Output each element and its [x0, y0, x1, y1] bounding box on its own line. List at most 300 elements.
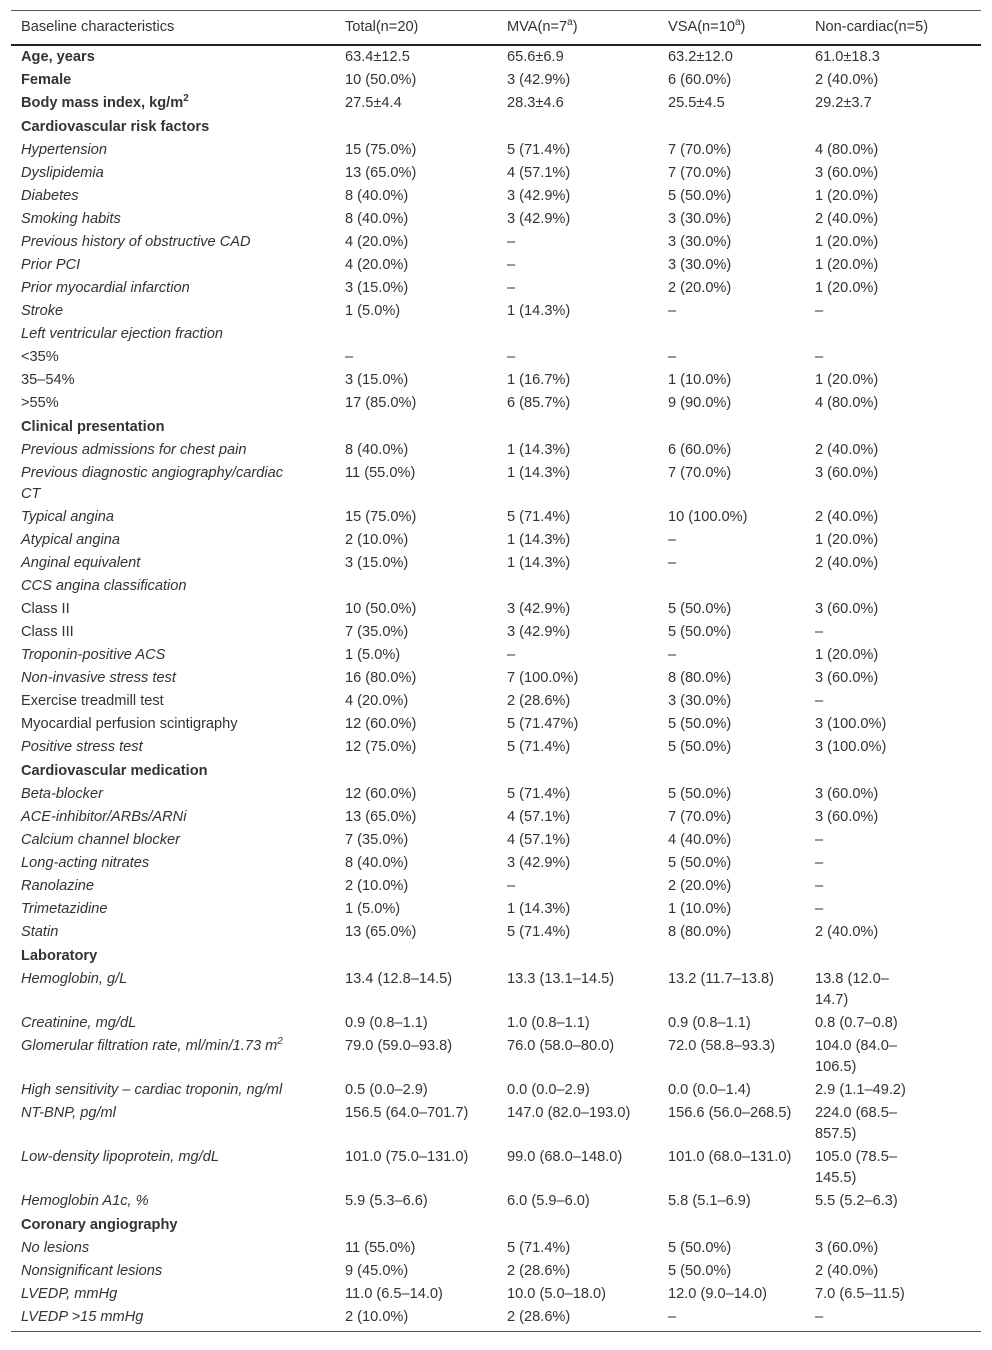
row-label: Positive stress test — [21, 739, 143, 755]
value-cell — [335, 898, 497, 921]
value-cell — [805, 415, 981, 439]
row-label: ACE-inhibitor/ARBs/ARNi — [21, 809, 187, 825]
row-label: Body mass index, kg/m — [21, 95, 184, 111]
header-label: Baseline characteristics — [21, 19, 175, 35]
value-cell — [497, 806, 658, 829]
value-cell — [335, 1102, 497, 1146]
row-label-cell — [11, 208, 335, 231]
cell-value: 104.0 (84.0–106.5) — [815, 1038, 897, 1075]
value-cell — [335, 552, 497, 575]
row-label: Low-density lipoprotein, mg/dL — [21, 1149, 219, 1165]
value-cell — [805, 552, 981, 575]
cell-value: 5 (50.0%) — [668, 716, 732, 732]
row-label-cell — [11, 69, 335, 92]
cell-value: – — [507, 257, 516, 273]
row-label-cell — [11, 829, 335, 852]
cell-value: 12 (60.0%) — [345, 786, 417, 802]
table-row — [11, 300, 981, 323]
value-cell — [805, 783, 981, 806]
value-cell — [658, 1079, 805, 1102]
cell-value: 3 (60.0%) — [815, 809, 879, 825]
cell-value: 5 (50.0%) — [668, 855, 732, 871]
value-cell — [658, 439, 805, 462]
cell-value: 1 (14.3%) — [507, 901, 571, 917]
cell-value: 2 (40.0%) — [815, 555, 879, 571]
table-row — [11, 162, 981, 185]
cell-value: 5 (50.0%) — [668, 601, 732, 617]
value-cell — [335, 529, 497, 552]
value-cell — [335, 369, 497, 392]
value-cell — [335, 621, 497, 644]
row-label-cell — [11, 162, 335, 185]
table-row — [11, 323, 981, 346]
cell-value: 2 (28.6%) — [507, 1263, 571, 1279]
table-row — [11, 1306, 981, 1332]
cell-value: 9 (45.0%) — [345, 1263, 409, 1279]
value-cell — [658, 1146, 805, 1190]
cell-value: 101.0 (68.0–131.0) — [668, 1149, 792, 1165]
value-cell — [335, 736, 497, 759]
row-label: Nonsignificant lesions — [21, 1263, 163, 1279]
value-cell — [805, 1035, 981, 1079]
value-cell — [335, 944, 497, 968]
value-cell — [658, 277, 805, 300]
cell-value: 1 (20.0%) — [815, 280, 879, 296]
row-label: CCS angina classification — [21, 578, 187, 594]
header-total — [335, 11, 497, 46]
cell-value: 6 (85.7%) — [507, 395, 571, 411]
value-cell — [805, 1237, 981, 1260]
value-cell — [658, 667, 805, 690]
value-cell — [658, 1035, 805, 1079]
value-cell — [335, 323, 497, 346]
value-cell — [497, 1012, 658, 1035]
value-cell — [658, 1012, 805, 1035]
value-cell — [497, 1079, 658, 1102]
value-cell — [497, 415, 658, 439]
value-cell — [335, 45, 497, 69]
cell-value: 65.6±6.9 — [507, 49, 564, 65]
value-cell — [497, 1306, 658, 1332]
value-cell — [497, 69, 658, 92]
row-label: 35–54% — [21, 372, 75, 388]
row-label-cell — [11, 806, 335, 829]
row-label-cell — [11, 185, 335, 208]
value-cell — [805, 392, 981, 415]
row-label: LVEDP, mmHg — [21, 1286, 118, 1302]
value-cell — [805, 875, 981, 898]
row-label: <35% — [21, 349, 59, 365]
value-cell — [658, 898, 805, 921]
value-cell — [335, 69, 497, 92]
cell-value: 156.6 (56.0–268.5) — [668, 1105, 792, 1121]
value-cell — [658, 713, 805, 736]
value-cell — [335, 115, 497, 139]
value-cell — [805, 92, 981, 115]
value-cell — [497, 1260, 658, 1283]
value-cell — [335, 1012, 497, 1035]
cell-value: 7 (35.0%) — [345, 832, 409, 848]
value-cell — [658, 852, 805, 875]
row-label: Atypical angina — [21, 532, 120, 548]
row-label-cell — [11, 462, 335, 506]
cell-value: 2 (10.0%) — [345, 1309, 409, 1325]
value-cell — [335, 392, 497, 415]
table-row — [11, 852, 981, 875]
table-row — [11, 1146, 981, 1190]
value-cell — [497, 277, 658, 300]
value-cell — [658, 968, 805, 1012]
cell-value: 3 (30.0%) — [668, 234, 732, 250]
value-cell — [805, 1190, 981, 1213]
value-cell — [805, 829, 981, 852]
cell-value: 3 (100.0%) — [815, 716, 887, 732]
value-cell — [805, 369, 981, 392]
cell-value: 5.9 (5.3–6.6) — [345, 1193, 428, 1209]
row-label: Stroke — [21, 303, 64, 319]
cell-value: 4 (57.1%) — [507, 809, 571, 825]
row-label-cell — [11, 277, 335, 300]
row-label-cell — [11, 898, 335, 921]
row-label: Diabetes — [21, 188, 79, 204]
row-label: Trimetazidine — [21, 901, 108, 917]
cell-value: – — [668, 303, 677, 319]
row-label-cell — [11, 783, 335, 806]
value-cell — [497, 1237, 658, 1260]
table-row — [11, 1190, 981, 1213]
value-cell — [497, 552, 658, 575]
value-cell — [805, 898, 981, 921]
table-row — [11, 45, 981, 69]
cell-value: 0.9 (0.8–1.1) — [345, 1015, 428, 1031]
table-row — [11, 506, 981, 529]
value-cell — [497, 231, 658, 254]
cell-value: 7.0 (6.5–11.5) — [815, 1286, 905, 1302]
section-header-row — [11, 1213, 981, 1237]
value-cell — [805, 529, 981, 552]
table-row — [11, 1035, 981, 1079]
value-cell — [335, 92, 497, 115]
header-label: Non-cardiac(n=5) — [815, 19, 929, 35]
cell-value: 25.5±4.5 — [668, 95, 725, 111]
value-cell — [335, 921, 497, 944]
row-label: Hemoglobin, g/L — [21, 971, 128, 987]
cell-value: 2 (10.0%) — [345, 532, 409, 548]
value-cell — [497, 254, 658, 277]
value-cell — [658, 921, 805, 944]
value-cell — [497, 759, 658, 783]
cell-value: 2 (40.0%) — [815, 1263, 879, 1279]
value-cell — [805, 231, 981, 254]
cell-value: 11 (55.0%) — [345, 1240, 416, 1256]
cell-value: – — [668, 349, 677, 365]
value-cell — [335, 713, 497, 736]
cell-value: 5 (71.4%) — [507, 739, 571, 755]
value-cell — [658, 552, 805, 575]
value-cell — [497, 575, 658, 598]
value-cell — [335, 1035, 497, 1079]
table-row — [11, 277, 981, 300]
table-row — [11, 598, 981, 621]
cell-value: 4 (57.1%) — [507, 165, 571, 181]
value-cell — [497, 439, 658, 462]
value-cell — [497, 621, 658, 644]
row-label: Class III — [21, 624, 74, 640]
cell-value: 16 (80.0%) — [345, 670, 417, 686]
cell-value: 1 (20.0%) — [815, 234, 879, 250]
cell-value: 3 (60.0%) — [815, 1240, 879, 1256]
cell-value: 2.9 (1.1–49.2) — [815, 1082, 906, 1098]
cell-value: 2 (20.0%) — [668, 878, 732, 894]
row-label-cell — [11, 1213, 335, 1237]
cell-value: 1 (20.0%) — [815, 372, 879, 388]
table-row — [11, 69, 981, 92]
value-cell — [658, 1237, 805, 1260]
cell-value: 4 (80.0%) — [815, 395, 879, 411]
value-cell — [497, 1190, 658, 1213]
cell-value: 5 (71.4%) — [507, 1240, 571, 1256]
value-cell — [805, 1012, 981, 1035]
cell-value: – — [815, 624, 824, 640]
value-cell — [497, 1213, 658, 1237]
row-label-cell — [11, 506, 335, 529]
cell-value: 4 (20.0%) — [345, 693, 409, 709]
table-row — [11, 1237, 981, 1260]
value-cell — [335, 1283, 497, 1306]
table-row — [11, 1102, 981, 1146]
value-cell — [335, 162, 497, 185]
value-cell — [497, 783, 658, 806]
value-cell — [658, 529, 805, 552]
value-cell — [658, 208, 805, 231]
value-cell — [658, 139, 805, 162]
table-row — [11, 462, 981, 506]
value-cell — [805, 921, 981, 944]
cell-value: 6.0 (5.9–6.0) — [507, 1193, 590, 1209]
row-label-cell — [11, 231, 335, 254]
value-cell — [497, 139, 658, 162]
cell-value: 3 (42.9%) — [507, 72, 571, 88]
value-cell — [497, 968, 658, 1012]
cell-value: 11 (55.0%) — [345, 465, 416, 481]
cell-value: 12.0 (9.0–14.0) — [668, 1286, 767, 1302]
row-label: Long-acting nitrates — [21, 855, 150, 871]
value-cell — [335, 1260, 497, 1283]
header-label: MVA(n=7 — [507, 19, 568, 35]
cell-value: – — [507, 280, 516, 296]
cell-value: – — [815, 832, 824, 848]
value-cell — [497, 369, 658, 392]
cell-value: 3 (42.9%) — [507, 601, 571, 617]
value-cell — [497, 392, 658, 415]
cell-value: 1 (5.0%) — [345, 647, 401, 663]
value-cell — [497, 92, 658, 115]
row-label: High sensitivity – cardiac troponin, ng/ml — [21, 1082, 283, 1098]
row-label-cell — [11, 300, 335, 323]
cell-value: 1 (5.0%) — [345, 303, 401, 319]
row-label-cell — [11, 392, 335, 415]
cell-value: 2 (20.0%) — [668, 280, 732, 296]
cell-value: 13.3 (13.1–14.5) — [507, 971, 615, 987]
cell-value: 1 (20.0%) — [815, 647, 879, 663]
cell-value: 5 (71.4%) — [507, 509, 571, 525]
value-cell — [497, 346, 658, 369]
value-cell — [805, 1146, 981, 1190]
value-cell — [335, 254, 497, 277]
cell-value: 8 (40.0%) — [345, 442, 409, 458]
cell-value: 5 (71.4%) — [507, 924, 571, 940]
cell-value: 5 (50.0%) — [668, 624, 732, 640]
row-label-cell — [11, 115, 335, 139]
row-label-cell — [11, 598, 335, 621]
footnote-marker: a — [734, 17, 741, 29]
row-label: Smoking habits — [21, 211, 121, 227]
value-cell — [497, 529, 658, 552]
cell-value: 72.0 (58.8–93.3) — [668, 1038, 776, 1054]
cell-value: 3 (15.0%) — [345, 372, 409, 388]
row-label: >55% — [21, 395, 59, 411]
value-cell — [497, 713, 658, 736]
value-cell — [658, 392, 805, 415]
table-row — [11, 921, 981, 944]
value-cell — [658, 300, 805, 323]
value-cell — [335, 462, 497, 506]
value-cell — [497, 208, 658, 231]
footnote-marker: a — [567, 17, 573, 29]
cell-value: 61.0±18.3 — [815, 49, 880, 65]
value-cell — [658, 346, 805, 369]
row-label-cell — [11, 736, 335, 759]
value-cell — [658, 462, 805, 506]
value-cell — [658, 1213, 805, 1237]
table-row — [11, 690, 981, 713]
value-cell — [805, 690, 981, 713]
table-row — [11, 1079, 981, 1102]
section-header-row — [11, 944, 981, 968]
value-cell — [805, 139, 981, 162]
row-label-cell — [11, 1190, 335, 1213]
row-label: Anginal equivalent — [21, 555, 141, 571]
row-label-cell — [11, 968, 335, 1012]
cell-value: 11.0 (6.5–14.0) — [345, 1286, 443, 1302]
row-label: Laboratory — [21, 948, 98, 964]
cell-value: 13 (65.0%) — [345, 924, 417, 940]
table-row — [11, 575, 981, 598]
cell-value: – — [668, 555, 677, 571]
cell-value: 2 (40.0%) — [815, 509, 879, 525]
cell-value: 63.2±12.0 — [668, 49, 733, 65]
value-cell — [335, 1306, 497, 1332]
cell-value: 1 (14.3%) — [507, 442, 571, 458]
cell-value: 8 (40.0%) — [345, 211, 409, 227]
value-cell — [497, 185, 658, 208]
row-label-cell — [11, 713, 335, 736]
value-cell — [497, 644, 658, 667]
table-row — [11, 254, 981, 277]
value-cell — [335, 783, 497, 806]
cell-value: 3 (30.0%) — [668, 257, 732, 273]
table-row — [11, 1283, 981, 1306]
value-cell — [805, 45, 981, 69]
row-label-cell — [11, 852, 335, 875]
unit-superscript: 2 — [277, 1036, 283, 1048]
cell-value: 2 (40.0%) — [815, 442, 879, 458]
cell-value: 7 (70.0%) — [668, 165, 732, 181]
cell-value: – — [507, 647, 516, 663]
table-row — [11, 829, 981, 852]
value-cell — [805, 644, 981, 667]
header-mva — [497, 11, 658, 46]
value-cell — [805, 736, 981, 759]
value-cell — [335, 690, 497, 713]
value-cell — [805, 575, 981, 598]
cell-value: 2 (40.0%) — [815, 924, 879, 940]
row-label-cell — [11, 415, 335, 439]
cell-value: 15 (75.0%) — [345, 142, 417, 158]
row-label-cell — [11, 944, 335, 968]
header-baseline-characteristics — [11, 11, 335, 46]
table-row — [11, 392, 981, 415]
value-cell — [497, 690, 658, 713]
value-cell — [805, 944, 981, 968]
row-label-cell — [11, 921, 335, 944]
value-cell — [335, 415, 497, 439]
row-label-cell — [11, 621, 335, 644]
cell-value: 12 (75.0%) — [345, 739, 417, 755]
value-cell — [497, 1283, 658, 1306]
cell-value: – — [815, 1309, 824, 1325]
cell-value: 5 (71.4%) — [507, 142, 571, 158]
value-cell — [497, 45, 658, 69]
value-cell — [805, 759, 981, 783]
row-label: Beta-blocker — [21, 786, 103, 802]
row-label-cell — [11, 1012, 335, 1035]
value-cell — [805, 1306, 981, 1332]
value-cell — [658, 69, 805, 92]
table-row — [11, 1012, 981, 1035]
value-cell — [805, 115, 981, 139]
row-label: Glomerular filtration rate, ml/min/1.73 m — [21, 1038, 278, 1054]
cell-value: 6 (60.0%) — [668, 72, 732, 88]
cell-value: 147.0 (82.0–193.0) — [507, 1105, 631, 1121]
value-cell — [497, 462, 658, 506]
cell-value: 5 (71.4%) — [507, 786, 571, 802]
row-label: Dyslipidemia — [21, 165, 104, 181]
cell-value: 0.5 (0.0–2.9) — [345, 1082, 428, 1098]
row-label: NT-BNP, pg/ml — [21, 1105, 116, 1121]
cell-value: 0.0 (0.0–2.9) — [507, 1082, 590, 1098]
cell-value: 3 (60.0%) — [815, 670, 879, 686]
value-cell — [497, 852, 658, 875]
header-vsa — [658, 11, 805, 46]
value-cell — [658, 92, 805, 115]
value-cell — [805, 667, 981, 690]
value-cell — [335, 1190, 497, 1213]
cell-value: 3 (60.0%) — [815, 465, 879, 481]
cell-value: 4 (80.0%) — [815, 142, 879, 158]
cell-value: 156.5 (64.0–701.7) — [345, 1105, 469, 1121]
value-cell — [658, 1102, 805, 1146]
value-cell — [805, 300, 981, 323]
value-cell — [335, 644, 497, 667]
value-cell — [805, 1260, 981, 1283]
cell-value: 5 (50.0%) — [668, 739, 732, 755]
row-label-cell — [11, 1035, 335, 1079]
value-cell — [335, 346, 497, 369]
cell-value: – — [815, 901, 824, 917]
row-label-cell — [11, 1237, 335, 1260]
cell-value: 1 (20.0%) — [815, 188, 879, 204]
